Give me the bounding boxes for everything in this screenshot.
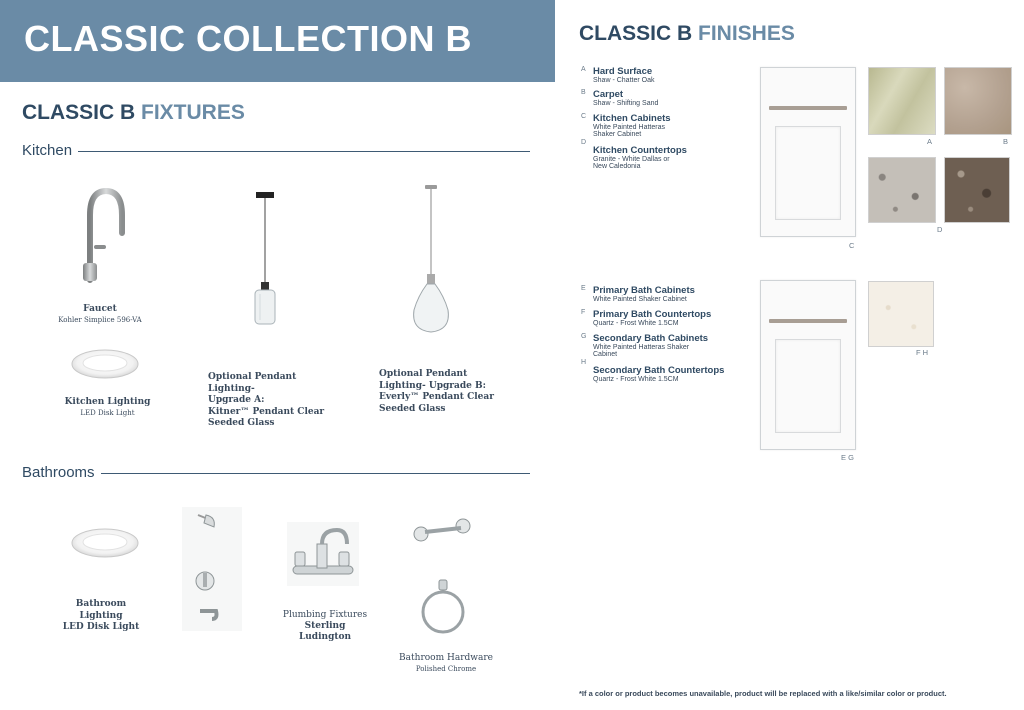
finishes-title bbox=[579, 22, 795, 46]
finish-title: Primary Bath Countertops bbox=[593, 309, 712, 320]
page-title: CLASSIC COLLECTION B bbox=[24, 18, 472, 59]
swatch-label-b: B bbox=[1003, 137, 1009, 146]
finish-title: Secondary Bath Countertops bbox=[593, 365, 725, 376]
finish-title: Carpet bbox=[593, 89, 624, 100]
finish-letter: D bbox=[581, 139, 587, 146]
plumbing-fixture-image bbox=[287, 522, 359, 586]
swatch-label-eg: E G bbox=[841, 453, 854, 462]
pendant-b-line: Everly™ Pendant Clear bbox=[379, 392, 494, 402]
finish-item-h bbox=[581, 359, 751, 387]
finish-item-f bbox=[581, 309, 751, 331]
finish-letter: G bbox=[581, 333, 587, 340]
bathroom-lighting-caption bbox=[60, 599, 142, 634]
finishes-title-prefix: CLASSIC B bbox=[579, 22, 699, 45]
pendant-a-line: Seeded Glass bbox=[208, 418, 275, 428]
hardware-caption bbox=[396, 653, 496, 675]
finish-sub: Quartz - Frost White 1.5CM bbox=[593, 376, 679, 383]
bathroom-lighting-line: Lighting bbox=[79, 610, 123, 621]
bathroom-disk-light-icon bbox=[70, 527, 140, 559]
bathroom-lighting-line: LED Disk Light bbox=[62, 622, 140, 632]
pendant-b-line: Optional Pendant bbox=[379, 369, 468, 379]
finish-item-g bbox=[581, 333, 751, 363]
finish-letter: C bbox=[581, 113, 587, 120]
cabinet-panel bbox=[775, 126, 841, 220]
finish-title: Kitchen Cabinets bbox=[593, 113, 671, 124]
bathroom-lighting-line: Bathroom bbox=[75, 599, 127, 609]
finish-sub: White Painted Shaker Cabinet bbox=[593, 296, 687, 303]
swatch-label-d: D bbox=[937, 225, 943, 234]
fixtures-title-suffix: FIXTURES bbox=[141, 101, 245, 124]
fixtures-title bbox=[22, 101, 245, 125]
disk-light-icon bbox=[70, 348, 140, 380]
paper-holder-icon bbox=[411, 512, 475, 546]
finish-title: Kitchen Countertops bbox=[593, 145, 687, 156]
pendant-a-caption bbox=[208, 372, 338, 430]
kitchen-heading: Kitchen bbox=[22, 142, 78, 159]
finish-item-a bbox=[581, 66, 741, 88]
kitchen-cabinet-swatch bbox=[760, 67, 856, 237]
finish-letter: H bbox=[581, 359, 587, 366]
finish-sub: Cabinet bbox=[593, 351, 618, 358]
finish-sub: White Painted Hatteras bbox=[593, 124, 665, 131]
pendant-a-icon bbox=[248, 190, 282, 328]
bath-faucet-icon bbox=[287, 522, 359, 586]
finish-letter: B bbox=[581, 89, 586, 96]
kitchen-divider bbox=[75, 151, 530, 152]
plumbing-sub: Sterling Ludington bbox=[298, 621, 352, 642]
bathrooms-heading: Bathrooms bbox=[22, 464, 101, 481]
faucet-caption bbox=[55, 304, 145, 326]
finish-item-d bbox=[581, 139, 741, 175]
fixtures-title-prefix: CLASSIC B bbox=[22, 101, 142, 124]
finishes-title-suffix: FINISHES bbox=[698, 22, 795, 45]
granite-dark-swatch bbox=[944, 157, 1010, 223]
pendant-b-icon bbox=[408, 184, 454, 336]
carpet-swatch bbox=[944, 67, 1012, 135]
hardware-title: Bathroom Hardware bbox=[399, 653, 493, 663]
plumbing-title: Plumbing Fixtures bbox=[282, 610, 368, 620]
swatch-label-fh: F H bbox=[916, 348, 929, 357]
pendant-b-line: Seeded Glass bbox=[379, 403, 446, 414]
kitchen-lighting-sub: LED Disk Light bbox=[80, 409, 135, 417]
pendant-b-caption bbox=[379, 369, 499, 415]
pendant-a-line: Kitner™ Pendant Clear bbox=[208, 406, 325, 417]
hardware-sub: Polished Chrome bbox=[415, 665, 477, 673]
faucet-icon bbox=[70, 185, 130, 285]
finish-item-e bbox=[581, 285, 751, 307]
finish-sub: Shaw - Shifting Sand bbox=[593, 100, 659, 107]
footnote: *If a color or product becomes unavailable, product will be replaced with a like/similar color or product. bbox=[579, 689, 947, 698]
towel-ring-icon bbox=[419, 578, 467, 638]
swatch-label-a: A bbox=[927, 137, 933, 146]
cabinet-pull bbox=[769, 106, 847, 110]
shower-set-image bbox=[182, 507, 242, 631]
cabinet-pull bbox=[769, 319, 847, 323]
bathrooms-divider bbox=[93, 473, 530, 474]
faucet-title: Faucet bbox=[83, 304, 117, 314]
finish-letter: A bbox=[581, 66, 586, 73]
pendant-a-line: Upgrade A: bbox=[208, 395, 265, 405]
quartz-swatch bbox=[868, 281, 934, 347]
kitchen-lighting-caption bbox=[60, 397, 155, 419]
finish-sub: Shaw - Chatter Oak bbox=[593, 77, 655, 84]
finish-sub: White Painted Hatteras Shaker bbox=[593, 344, 690, 351]
plumbing-caption bbox=[280, 610, 370, 643]
shower-set-icon bbox=[182, 507, 242, 631]
faucet-sub: Kohler Simplice 596-VA bbox=[58, 316, 142, 324]
bath-cabinet-swatch bbox=[760, 280, 856, 450]
finish-title: Secondary Bath Cabinets bbox=[593, 333, 709, 344]
hard-surface-swatch bbox=[868, 67, 936, 135]
swatch-label-c: C bbox=[849, 241, 855, 250]
finish-title: Primary Bath Cabinets bbox=[593, 285, 695, 296]
cabinet-panel bbox=[775, 339, 841, 433]
pendant-a-line: Optional Pendant Lighting- bbox=[208, 372, 297, 394]
finish-sub: New Caledonia bbox=[593, 163, 641, 170]
kitchen-lighting-title: Kitchen Lighting bbox=[64, 397, 151, 407]
finish-item-b bbox=[581, 89, 741, 111]
finish-sub: Granite - White Dallas or bbox=[593, 156, 670, 163]
pendant-b-line: Lighting- Upgrade B: bbox=[379, 380, 486, 391]
finish-item-c bbox=[581, 113, 741, 143]
granite-white-swatch bbox=[868, 157, 936, 223]
finish-sub: Shaker Cabinet bbox=[593, 131, 642, 138]
finish-sub: Quartz - Frost White 1.5CM bbox=[593, 320, 679, 327]
finish-title: Hard Surface bbox=[593, 66, 653, 77]
finish-letter: E bbox=[581, 285, 586, 292]
finish-letter: F bbox=[581, 309, 586, 316]
